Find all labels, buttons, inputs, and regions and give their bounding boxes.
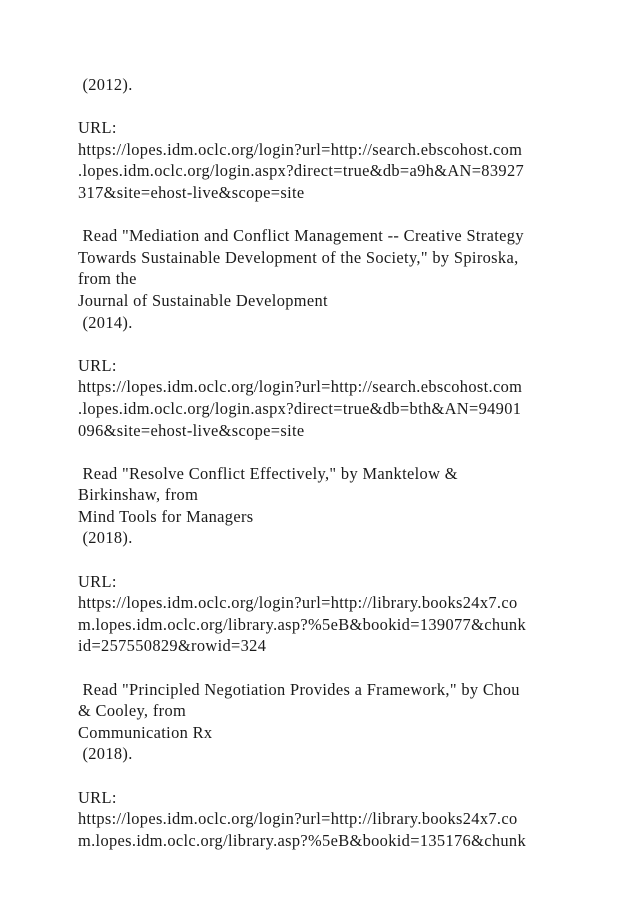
blank-line — [78, 549, 578, 571]
url-text[interactable]: m.lopes.idm.oclc.org/library.asp?%5eB&bookid=135176&chunk — [78, 830, 526, 850]
reading-title: Read "Mediation and Conflict Management -- Creative Strategy — [78, 226, 524, 246]
blank-line — [78, 765, 578, 787]
text-line: Birkinshaw, from — [78, 485, 199, 505]
document-text — [78, 74, 578, 851]
url-text[interactable]: https://lopes.idm.oclc.org/login?url=http://search.ebscohost.com — [78, 139, 523, 159]
source-title: Communication Rx — [78, 722, 213, 742]
url-text[interactable]: https://lopes.idm.oclc.org/login?url=http://library.books24x7.co — [78, 809, 518, 829]
year-text: (2018). — [78, 744, 133, 764]
blank-line — [78, 657, 578, 679]
year-text: (2018). — [78, 528, 133, 548]
blank-line — [78, 204, 578, 226]
year-text: (2014). — [78, 312, 133, 332]
source-title: Journal of Sustainable Development — [78, 290, 328, 310]
source-title: Mind Tools for Managers — [78, 506, 254, 526]
url-text[interactable]: m.lopes.idm.oclc.org/library.asp?%5eB&bookid=139077&chunk — [78, 614, 526, 634]
blank-line — [78, 441, 578, 463]
url-text[interactable]: https://lopes.idm.oclc.org/login?url=http://library.books24x7.co — [78, 593, 518, 613]
url-text[interactable]: id=257550829&rowid=324 — [78, 636, 267, 656]
blank-line — [78, 333, 578, 355]
url-label: URL: — [78, 571, 117, 591]
text-line: & Cooley, from — [78, 701, 187, 721]
url-text[interactable]: .lopes.idm.oclc.org/login.aspx?direct=true&db=bth&AN=94901 — [78, 398, 522, 418]
reading-title: Read "Resolve Conflict Effectively," by Manktelow & — [78, 463, 458, 483]
url-text[interactable]: 096&site=ehost-live&scope=site — [78, 420, 305, 440]
url-text[interactable]: 317&site=ehost-live&scope=site — [78, 182, 305, 202]
url-text[interactable]: https://lopes.idm.oclc.org/login?url=http://search.ebscohost.com — [78, 377, 523, 397]
url-label: URL: — [78, 787, 117, 807]
url-label: URL: — [78, 118, 117, 138]
reading-title: Read "Principled Negotiation Provides a Framework," by Chou — [78, 679, 520, 699]
url-text[interactable]: .lopes.idm.oclc.org/login.aspx?direct=true&db=a9h&AN=83927 — [78, 161, 525, 181]
reading-title: Towards Sustainable Development of the Society," by Spiroska, — [78, 247, 519, 267]
url-label: URL: — [78, 355, 117, 375]
text-line: (2012). — [78, 75, 133, 94]
blank-line — [78, 96, 578, 118]
text-line: from the — [78, 269, 137, 289]
